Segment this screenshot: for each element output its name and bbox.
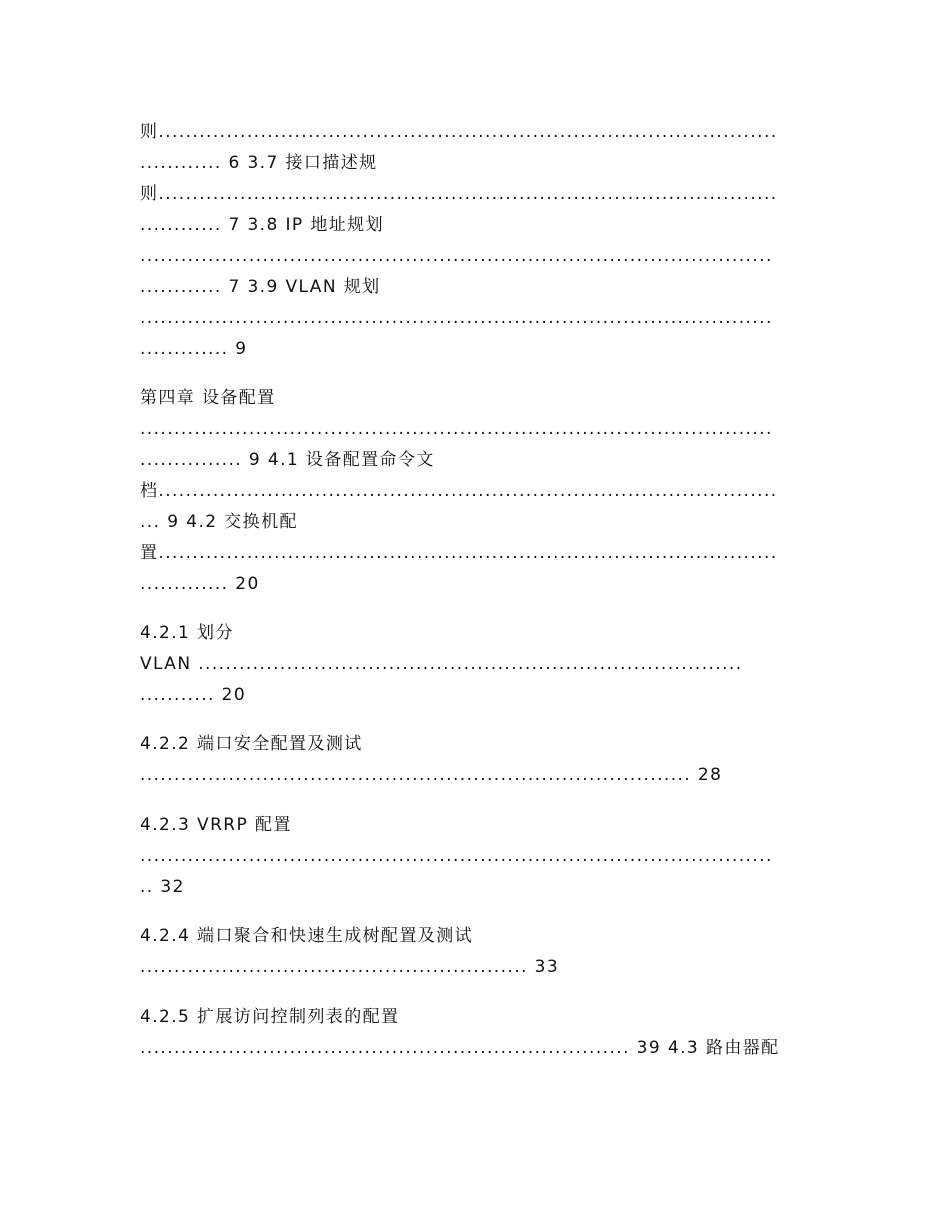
toc-line: ........... 20 [140, 685, 247, 705]
toc-entry-4-2-2: 4.2.2 端口安全配置及测试 [140, 734, 363, 754]
toc-entry-3-9: ............ 7 3.9 VLAN 规划 [140, 277, 381, 297]
toc-entry-4-2-1: 4.2.1 划分 [140, 623, 234, 643]
toc-line: 则........................................................................................... [140, 184, 778, 204]
toc-entry-3-8: ............ 7 3.8 IP 地址规划 [140, 215, 384, 235]
toc-line: ................................................................................. 28 [140, 765, 723, 785]
toc-line: ......................................................... 33 [140, 957, 560, 977]
toc-line: 置........................................................................................... [140, 543, 778, 563]
toc-entry-4-2-5: 4.2.5 扩展访问控制列表的配置 [140, 1007, 400, 1027]
toc-line: ............................................................................................. [140, 308, 773, 328]
toc-line: ............. 9 [140, 339, 248, 359]
toc-line: 则........................................................................................... [140, 122, 778, 142]
toc-entry-4-2: ... 9 4.2 交换机配 [140, 512, 298, 532]
toc-entry-4-2-4: 4.2.4 端口聚合和快速生成树配置及测试 [140, 926, 474, 946]
toc-chapter-4: 第四章 设备配置 [140, 388, 276, 408]
toc-line: ............................................................................................. [140, 419, 773, 439]
toc-line: VLAN ................................................................................ [140, 654, 743, 674]
toc-page [140, 0, 810, 1230]
toc-entry-3-7: ............ 6 3.7 接口描述规 [140, 153, 378, 173]
toc-line: ............................................................................................. [140, 846, 773, 866]
toc-entry-4-1: ............... 9 4.1 设备配置命令文 [140, 450, 435, 470]
toc-line: ............. 20 [140, 574, 260, 594]
toc-entry-4-3: ........................................................................ 39 4.3 路由器配 [140, 1038, 780, 1058]
toc-line: .. 32 [140, 877, 185, 897]
toc-entry-4-2-3: 4.2.3 VRRP 配置 [140, 815, 292, 835]
toc-line: ............................................................................................. [140, 246, 773, 266]
toc-line: 档........................................................................................... [140, 481, 778, 501]
